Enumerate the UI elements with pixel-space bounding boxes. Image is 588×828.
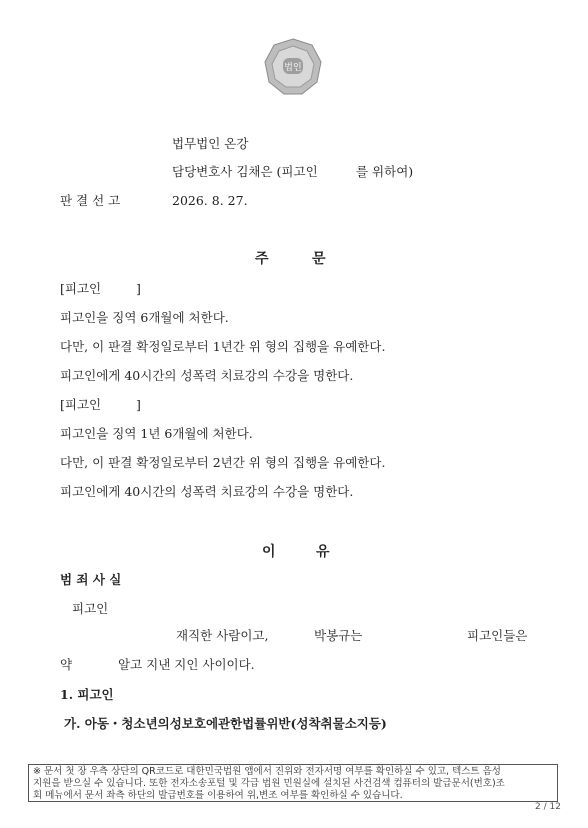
- facts-fragment-2: 박봉규는: [314, 628, 363, 643]
- order-title-left: 주: [255, 251, 269, 267]
- page-number: 2 / 12: [535, 802, 561, 812]
- defendant-2-label-close: ]: [136, 397, 141, 412]
- seal-text: 법인: [284, 63, 302, 73]
- d1-sentence: 피고인을 징역 6개월에 처한다.: [60, 310, 229, 325]
- verdict-date: 2026. 8. 27.: [172, 193, 248, 208]
- facts-fragment-5: 알고 지낸 지인 사이이다.: [118, 657, 255, 672]
- d1-suspension: 다만, 이 판결 확정일로부터 1년간 위 형의 집행을 유예한다.: [60, 339, 386, 354]
- footer-line-3: 회 메뉴에서 문서 좌측 하단의 발급번호를 이용하여 위,변조 여부를 확인하실 수 있습니다.: [33, 790, 403, 801]
- footer-notice-box: [28, 764, 558, 802]
- subsection-a-heading: 가. 아동・청소년의성보호에관한법률위반(성착취물소지등): [64, 716, 387, 731]
- defendant-1-label: [피고인: [60, 281, 102, 296]
- defendant-2-label: [피고인: [60, 397, 102, 412]
- lawyer-suffix: 를 위하여): [356, 164, 414, 179]
- facts-fragment-1: 재직한 사람이고,: [176, 628, 269, 643]
- verdict-label: 판 결 선 고: [60, 193, 121, 208]
- reasons-title-left: 이: [262, 544, 276, 560]
- facts-fragment-4: 약: [60, 657, 73, 672]
- facts-fragment-3: 피고인들은: [467, 628, 528, 643]
- facts-defendant: 피고인: [72, 601, 109, 616]
- section-1-heading: 1. 피고인: [60, 687, 114, 702]
- law-firm-name: 법무법인 온강: [172, 136, 249, 151]
- court-seal-icon: [262, 36, 324, 98]
- lawyer-prefix: 담당변호사 김채은 (피고인: [172, 164, 318, 179]
- facts-heading: 범 죄 사 실: [60, 572, 122, 587]
- d1-treatment: 피고인에게 40시간의 성폭력 치료강의 수강을 명한다.: [60, 368, 354, 383]
- reasons-title-right: 유: [316, 544, 330, 560]
- d2-sentence: 피고인을 징역 1년 6개월에 처한다.: [60, 426, 253, 441]
- order-title-right: 문: [312, 251, 326, 267]
- defendant-1-label-close: ]: [136, 281, 141, 296]
- footer-line-2: 지원을 받으실 수 있습니다. 또한 전자소송포털 및 각급 법원 민원실에 설치된 사건검색 컴퓨터의 발급문서(번호)조: [33, 778, 505, 789]
- d2-treatment: 피고인에게 40시간의 성폭력 치료강의 수강을 명한다.: [60, 484, 354, 499]
- d2-suspension: 다만, 이 판결 확정일로부터 2년간 위 형의 집행을 유예한다.: [60, 455, 386, 470]
- footer-line-1: ※ 문서 첫 장 우측 상단의 QR코드로 대한민국법원 앱에서 진위와 전자서명 여부를 확인하실 수 있고, 텍스트 음성: [33, 766, 501, 777]
